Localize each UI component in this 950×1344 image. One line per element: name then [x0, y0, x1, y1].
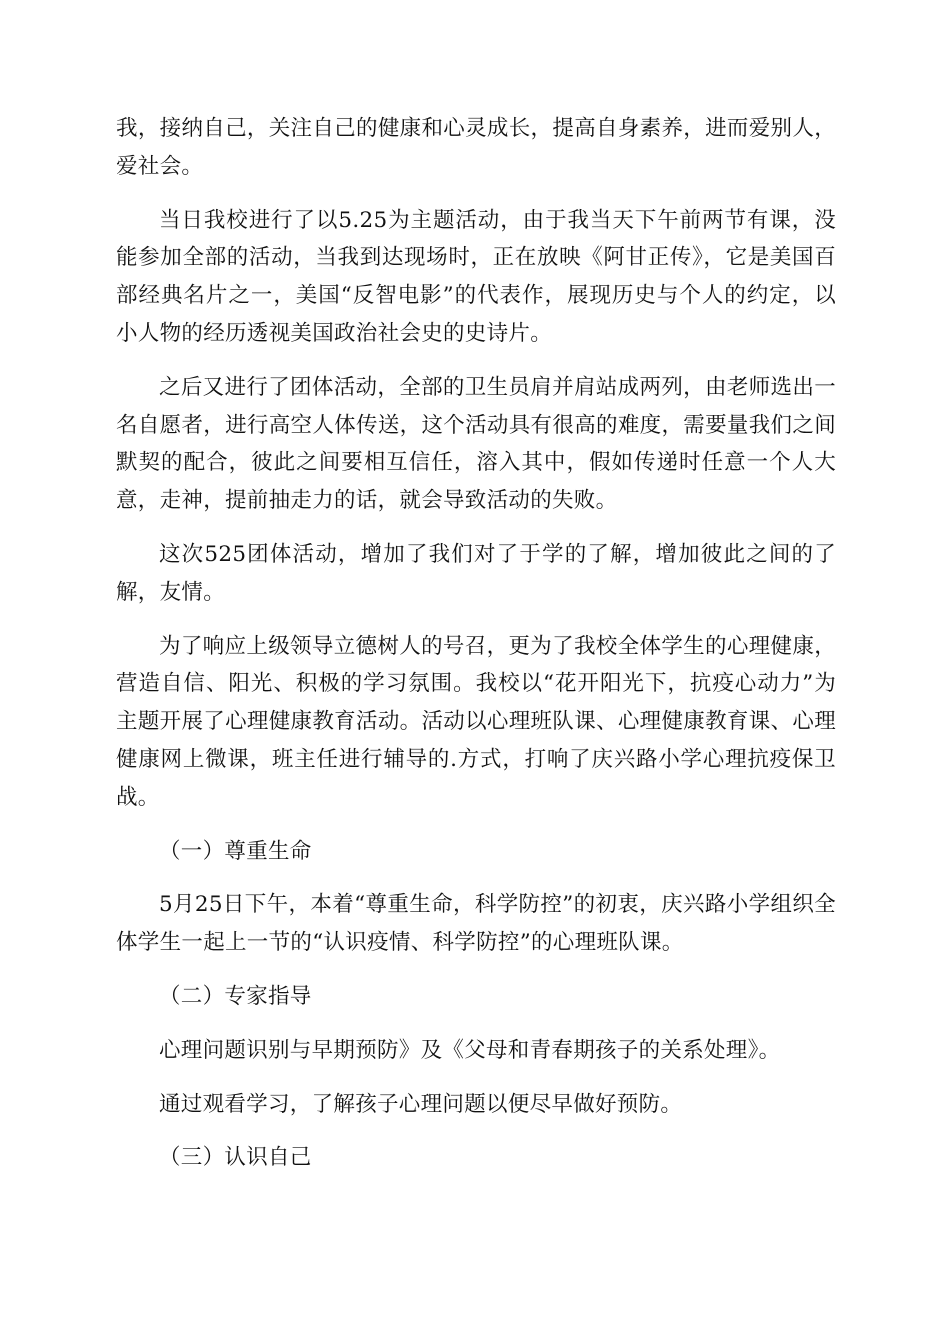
- paragraph-learning-outcome: 通过观看学习，了解孩子心理问题以便尽早做好预防。: [159, 1091, 683, 1117]
- paragraph-mental-health-program: 为了响应上级领导立德树人的号召，更为了我校全体学生的心理健康，营造自信、阳光、积极的学习氛围。我校以“花开阳光下，抗疫心动力”为主题开展了心理健康教育活动。活动以心理班队课、心理健康教育课、心理健康网上微课，班主任进行辅导的.方式，打响了庆兴路小学心理抗疫保卫战。: [116, 633, 836, 810]
- paragraph-activity-intro: 当日我校进行了以5.25为主题活动，由于我当天下午前两节有课，没能参加全部的活动，当我到达现场时，正在放映《阿甘正传》，它是美国百部经典名片之一，美国“反智电影”的代表作，展现历史与个人的约定，以小人物的经历透视美国政治社会史的史诗片。: [116, 207, 836, 346]
- paragraph-activity-summary: 这次525团体活动，增加了我们对了于学的了解，增加彼此之间的了解，友情。: [116, 541, 836, 605]
- section-heading-know-yourself: （三）认识自己: [159, 1145, 312, 1171]
- section-heading-respect-life: （一）尊重生命: [159, 838, 312, 864]
- paragraph-team-activity: 之后又进行了团体活动，全部的卫生员肩并肩站成两列，由老师选出一名自愿者，进行高空人体传送，这个活动具有很高的难度，需要量我们之间默契的配合，彼此之间要相互信任，溶入其中，假如传递时任意一个人大意，走神，提前抽走力的话，就会导致活动的失败。: [116, 374, 836, 514]
- section-heading-expert-guidance: （二）专家指导: [159, 983, 312, 1009]
- paragraph-respect-life: 5月25日下午，本着“尊重生命，科学防控”的初衷，庆兴路小学组织全体学生一起上一节的“认识疫情、科学防控”的心理班队课。: [116, 892, 836, 956]
- paragraph-expert-guidance: 心理问题识别与早期预防》及《父母和青春期孩子的关系处理》。: [159, 1037, 781, 1063]
- paragraph-continuation: 我，接纳自己，关注自己的健康和心灵成长，提高自身素养，进而爱别人，爱社会。: [116, 116, 836, 179]
- document-page: [116, 110, 836, 1177]
